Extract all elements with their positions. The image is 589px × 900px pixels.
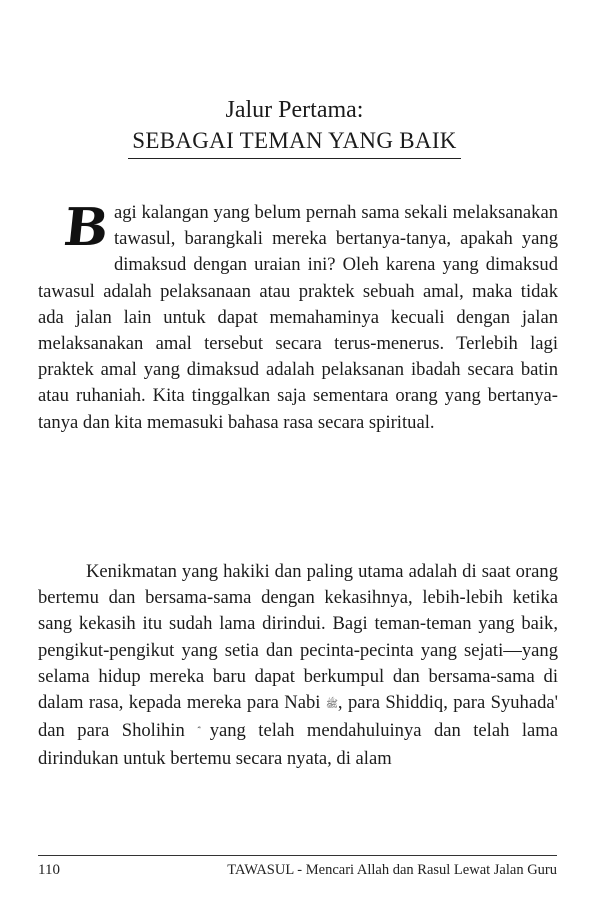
footer-divider xyxy=(38,855,557,856)
chapter-heading xyxy=(0,96,589,159)
paragraph-1-text: agi kalangan yang belum pernah sama sekali melaksanakan tawasul, barangkali mereka bertanya-tanya, apakah yang dimaksud dengan uraian ini? Oleh karena yang dimaksud tawasul adalah pelaksanaan atau praktek sebuah amal, maka tidak ada jalan lain untuk dapat memahaminya kecuali dengan jalan melaksanakan amal tersebut secara terus-menerus. Terlebih lagi praktek amal yang dimaksud adalah pelaksanan ibadah secara batin atau ruhaniah. Kita tinggalkan saja sementara orang yang bertanya-tanya dan kita memasuki bahasa rasa secara spiritual. xyxy=(38,202,558,433)
running-footer-title: TAWASUL - Mencari Allah dan Rasul Lewat Jalan Guru xyxy=(227,862,557,878)
paragraph-2-part-3: yang telah mendahuluinya dan telah lama dirindukan untuk bertemu secara nyata, di alam xyxy=(38,720,558,770)
paragraph-2-part-2: , para Shiddiq, para Syuhada' dan para Sholihin xyxy=(38,692,558,742)
page-number: 110 xyxy=(38,862,60,878)
paragraph-2 xyxy=(38,559,558,773)
paragraph-1 xyxy=(38,197,558,436)
arabic-honorific-icon: ﷺ xyxy=(325,699,338,711)
drop-cap: B xyxy=(60,197,112,258)
paragraph-2-part-1: Kenikmatan yang hakiki dan paling utama adalah di saat orang bertemu dan bersama-sama dengan kekasihnya, lebih-lebih ketika sang kekasih itu sudah lama dirindui. Bagi teman-teman yang baik, pengikut-pengikut yang setia dan pecinta-pecinta yang sejati—yang selama hidup mereka baru dapat berkumpul dan bersama-sama di dalam rasa, kepada mereka para Nabi xyxy=(38,561,558,714)
chapter-title: SEBAGAI TEMAN YANG BAIK xyxy=(128,126,460,159)
chapter-kicker: Jalur Pertama: xyxy=(225,97,364,123)
